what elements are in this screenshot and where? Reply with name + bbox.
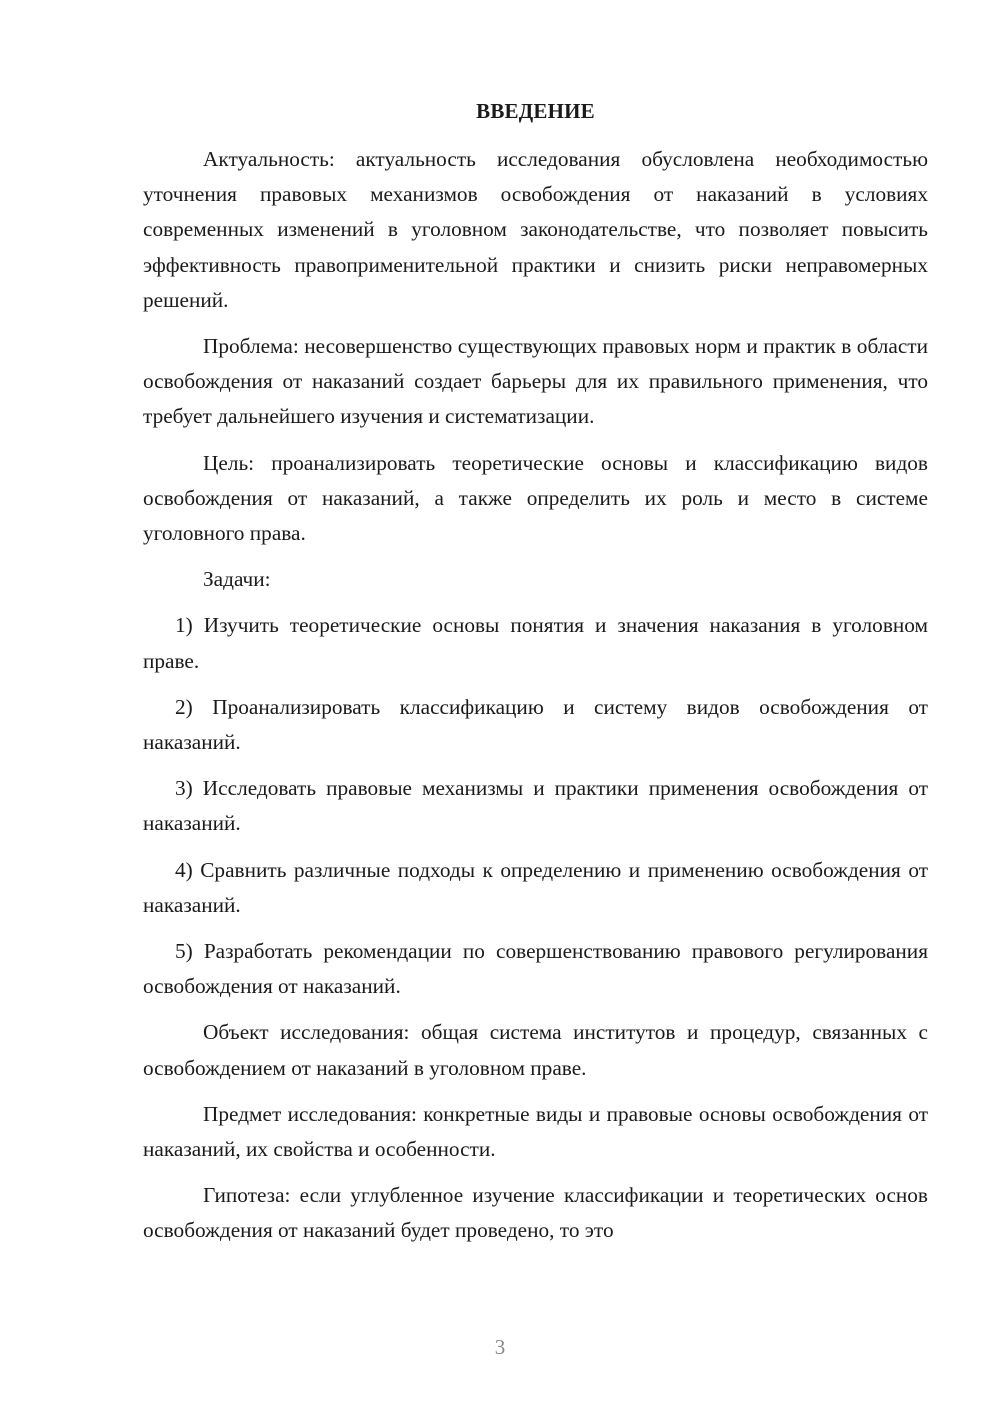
object-paragraph: Объект исследования: общая система институтов и процедур, связанных с освобождением от наказаний в уголовном праве. bbox=[143, 1020, 928, 1080]
problem-paragraph: Проблема: несовершенство существующих правовых норм и практик в области освобождения от наказаний создает барьеры для их правильного применения, что требует дальнейшего изучения и систематизации. bbox=[143, 334, 928, 429]
task-item-5: 5) Разработать рекомендации по совершенствованию правового регулирования освобождения от наказаний. bbox=[143, 939, 928, 999]
task-item-2: 2) Проанализировать классификацию и систему видов освобождения от наказаний. bbox=[143, 694, 928, 755]
hypothesis-paragraph: Гипотеза: если углубленное изучение классификации и теоретических основ освобождения от наказаний будет проведено, то это bbox=[143, 1183, 928, 1243]
goal-paragraph: Цель: проанализировать теоретические основы и классификацию видов освобождения от наказаний, а также определить их роль и место в системе уголовного права. bbox=[143, 450, 928, 546]
task-item-4: 4) Сравнить различные подходы к определению и применению освобождения от наказаний. bbox=[143, 857, 928, 917]
page-number: 3 bbox=[494, 1335, 506, 1359]
task-item-1: 1) Изучить теоретические основы понятия и значения наказания в уголовном праве. bbox=[143, 613, 928, 673]
subject-paragraph: Предмет исследования: конкретные виды и правовые основы освобождения от наказаний, их свойства и особенности. bbox=[143, 1101, 928, 1162]
tasks-heading: Задачи: bbox=[203, 567, 271, 592]
document-body bbox=[143, 96, 928, 1260]
section-title: ВВЕДЕНИЕ bbox=[476, 99, 595, 123]
relevance-paragraph: Актуальность: актуальность исследования обусловлена необходимостью уточнения правовых механизмов освобождения от наказаний в условиях современных изменений в уголовном законодательстве, что позволяет повысить эффективность правоприменительной практики и снизить риски неправомерных решений. bbox=[143, 147, 928, 312]
task-item-3: 3) Исследовать правовые механизмы и практики применения освобождения от наказаний. bbox=[143, 776, 928, 836]
